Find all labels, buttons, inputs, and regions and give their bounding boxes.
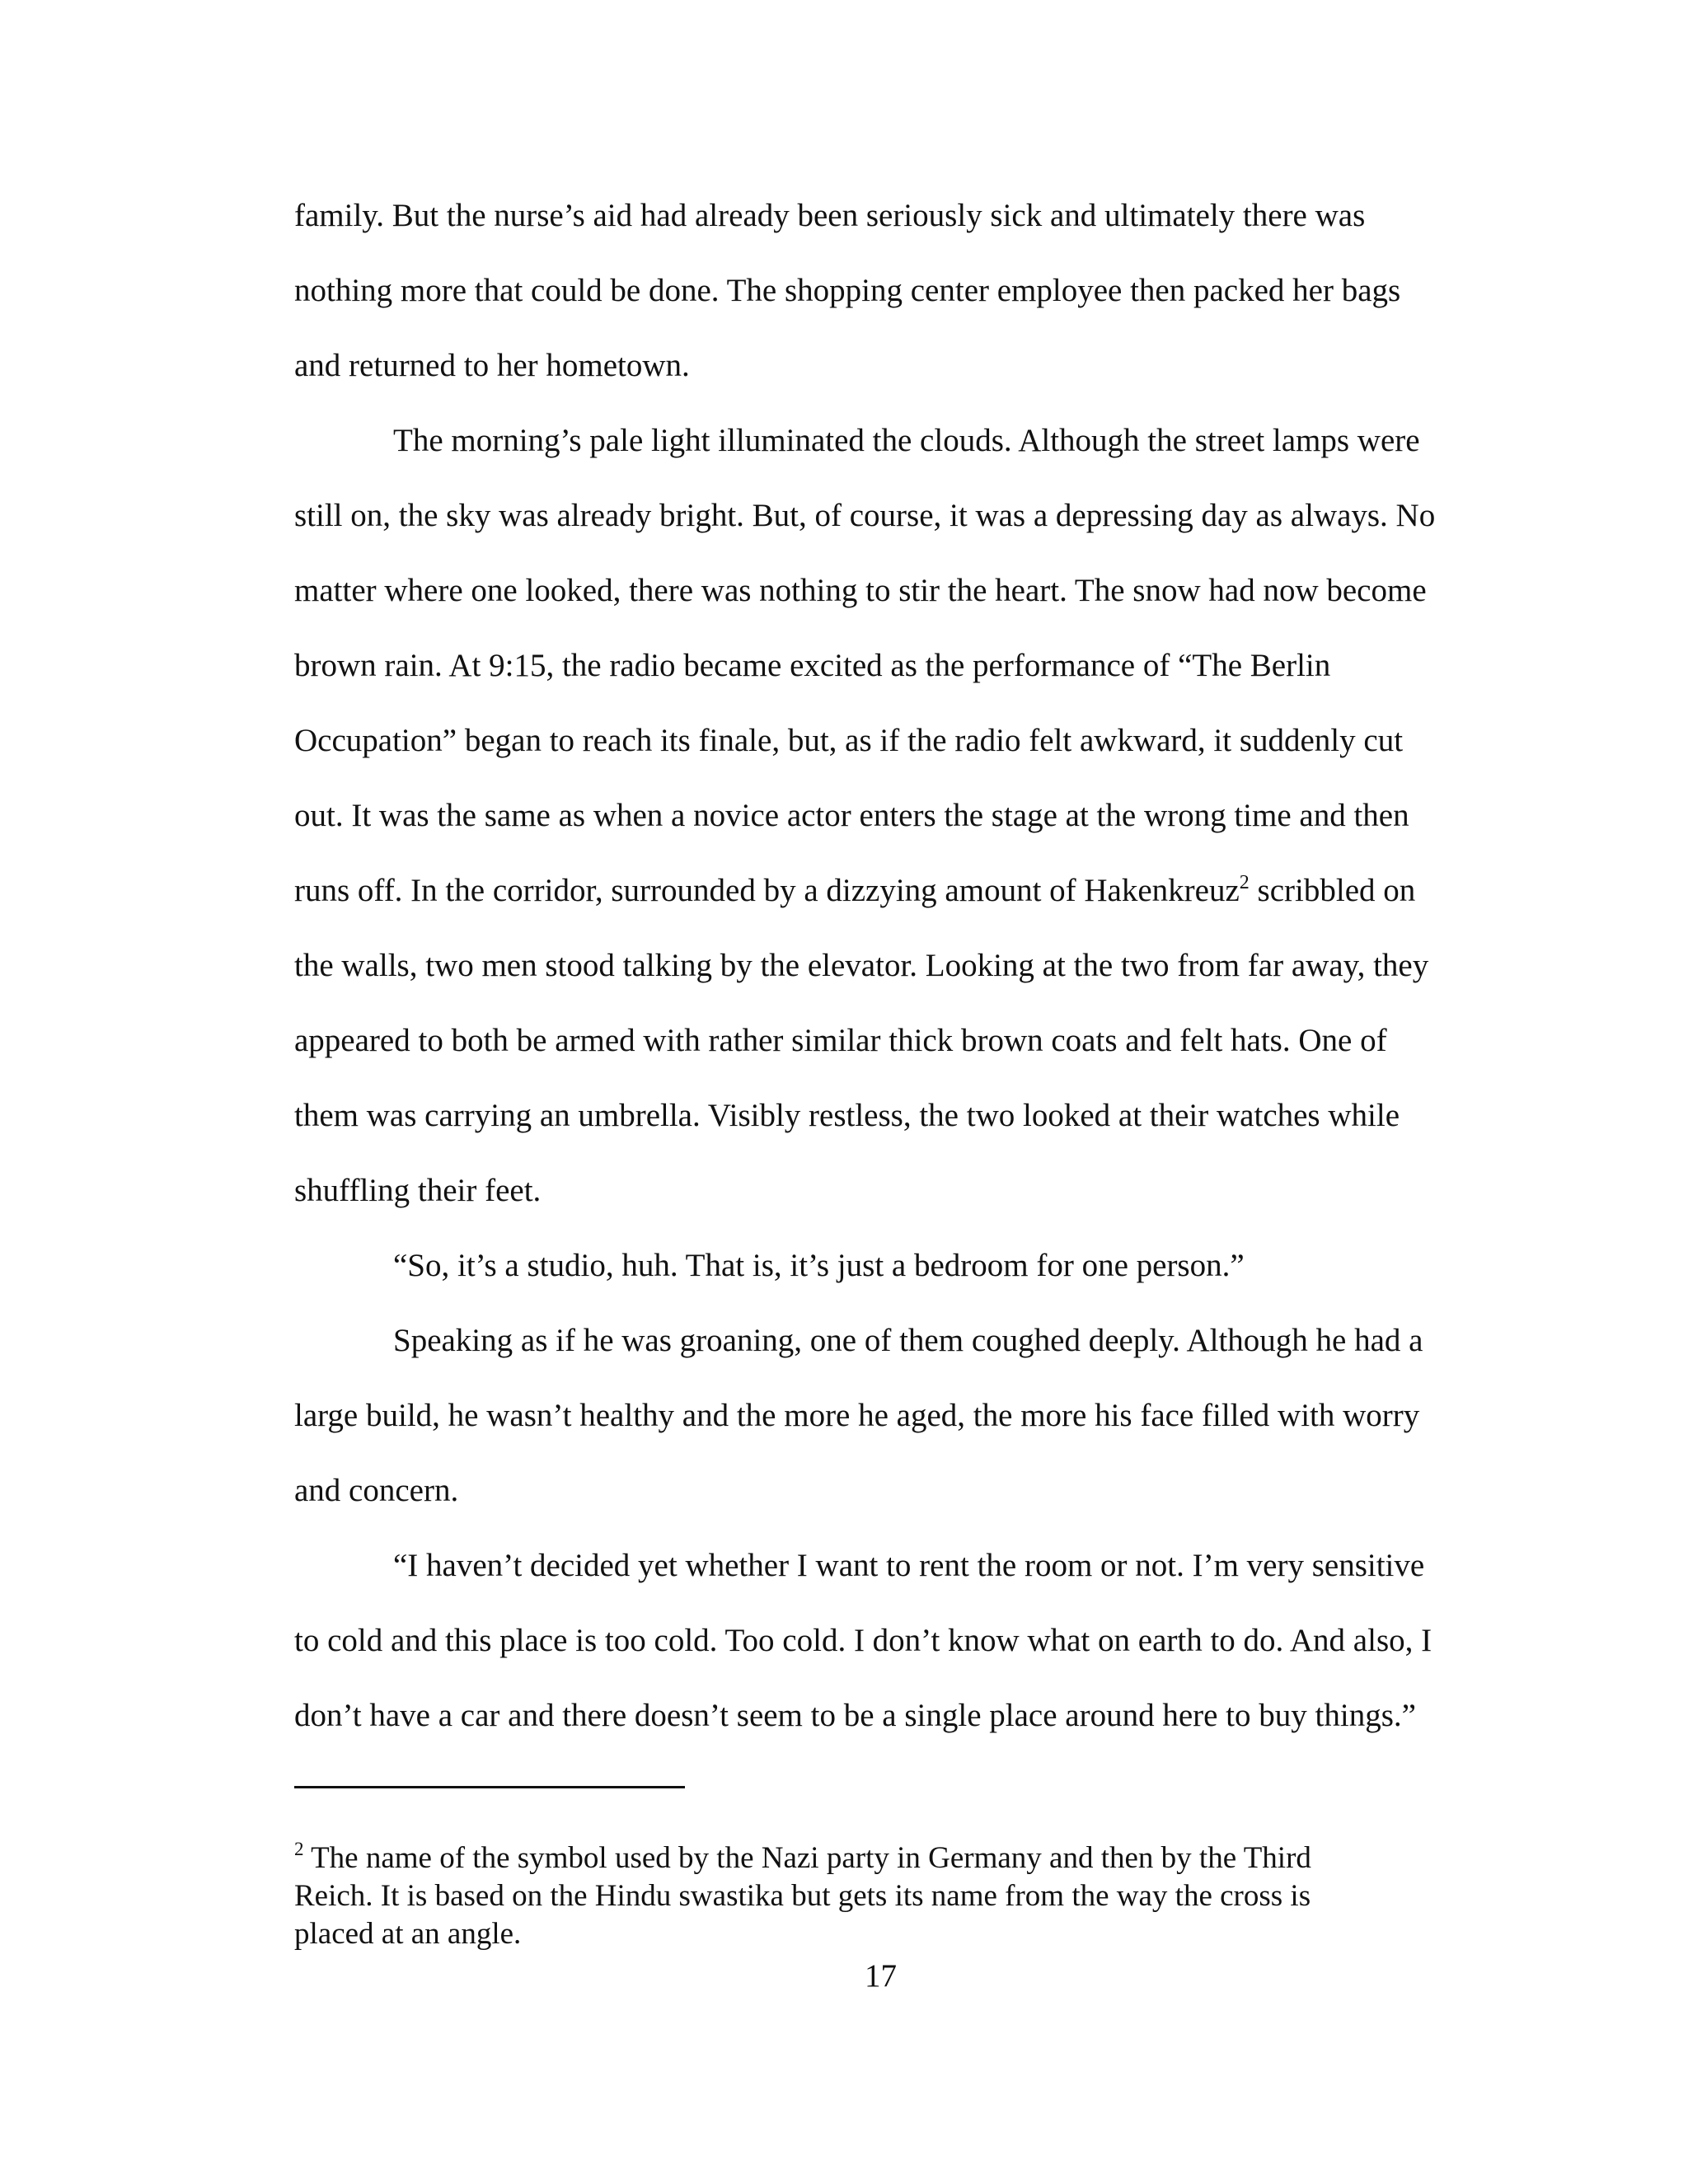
body-text-line: out. It was the same as when a novice actor enters the stage at the wrong time and then <box>294 798 1409 833</box>
footnote-separator <box>294 1786 685 1788</box>
footnote-line: Reich. It is based on the Hindu swastika but gets its name from the way the cross is <box>294 1879 1311 1913</box>
body-text-line: appeared to both be armed with rather similar thick brown coats and felt hats. One of <box>294 1023 1387 1058</box>
body-text-line: large build, he wasn’t healthy and the more he aged, the more his face filled with worry <box>294 1398 1420 1433</box>
body-text-line-with-footnote-ref <box>294 866 1415 916</box>
body-text-line: brown rain. At 9:15, the radio became excited as the performance of “The Berlin <box>294 648 1331 683</box>
body-text-line: shuffling their feet. <box>294 1173 542 1208</box>
body-text-line: Occupation” began to reach its finale, but, as if the radio felt awkward, it suddenly cut <box>294 723 1404 758</box>
body-text-segment: runs off. In the corridor, surrounded by a dizzying amount of Hakenkreuz <box>294 873 1240 908</box>
body-text-line: to cold and this place is too cold. Too cold. I don’t know what on earth to do. And also, I <box>294 1623 1432 1658</box>
body-text-line: them was carrying an umbrella. Visibly restless, the two looked at their watches while <box>294 1098 1400 1133</box>
footnote-line: placed at an angle. <box>294 1917 522 1951</box>
footnote-reference: 2 <box>1239 872 1250 893</box>
footnote-marker: 2 <box>294 1839 304 1859</box>
footnote-text: The name of the symbol used by the Nazi party in Germany and then by the Third <box>303 1841 1311 1875</box>
footnote-line <box>294 1840 1311 1877</box>
paragraph-first-line: Speaking as if he was groaning, one of them coughed deeply. Although he had a <box>393 1323 1423 1358</box>
body-text-segment: scribbled on <box>1249 873 1416 908</box>
dialogue-line: “So, it’s a studio, huh. That is, it’s just a bedroom for one person.” <box>393 1248 1245 1283</box>
body-text-line: the walls, two men stood talking by the elevator. Looking at the two from far away, they <box>294 948 1429 983</box>
body-text-line: family. But the nurse’s aid had already been seriously sick and ultimately there was <box>294 198 1366 233</box>
page-number: 17 <box>865 1958 897 1994</box>
body-text-line: matter where one looked, there was nothing to stir the heart. The snow had now become <box>294 573 1427 608</box>
paragraph-first-line: The morning’s pale light illuminated the clouds. Although the street lamps were <box>393 423 1420 458</box>
body-text-line: nothing more that could be done. The shopping center employee then packed her bags <box>294 273 1401 308</box>
body-text-line: and concern. <box>294 1473 459 1508</box>
body-text-line: don’t have a car and there doesn’t seem to be a single place around here to buy things.” <box>294 1698 1416 1733</box>
body-text-line: and returned to her hometown. <box>294 348 690 383</box>
body-text-line: still on, the sky was already bright. But, of course, it was a depressing day as always. No <box>294 498 1436 533</box>
dialogue-line: “I haven’t decided yet whether I want to rent the room or not. I’m very sensitive <box>393 1548 1425 1583</box>
